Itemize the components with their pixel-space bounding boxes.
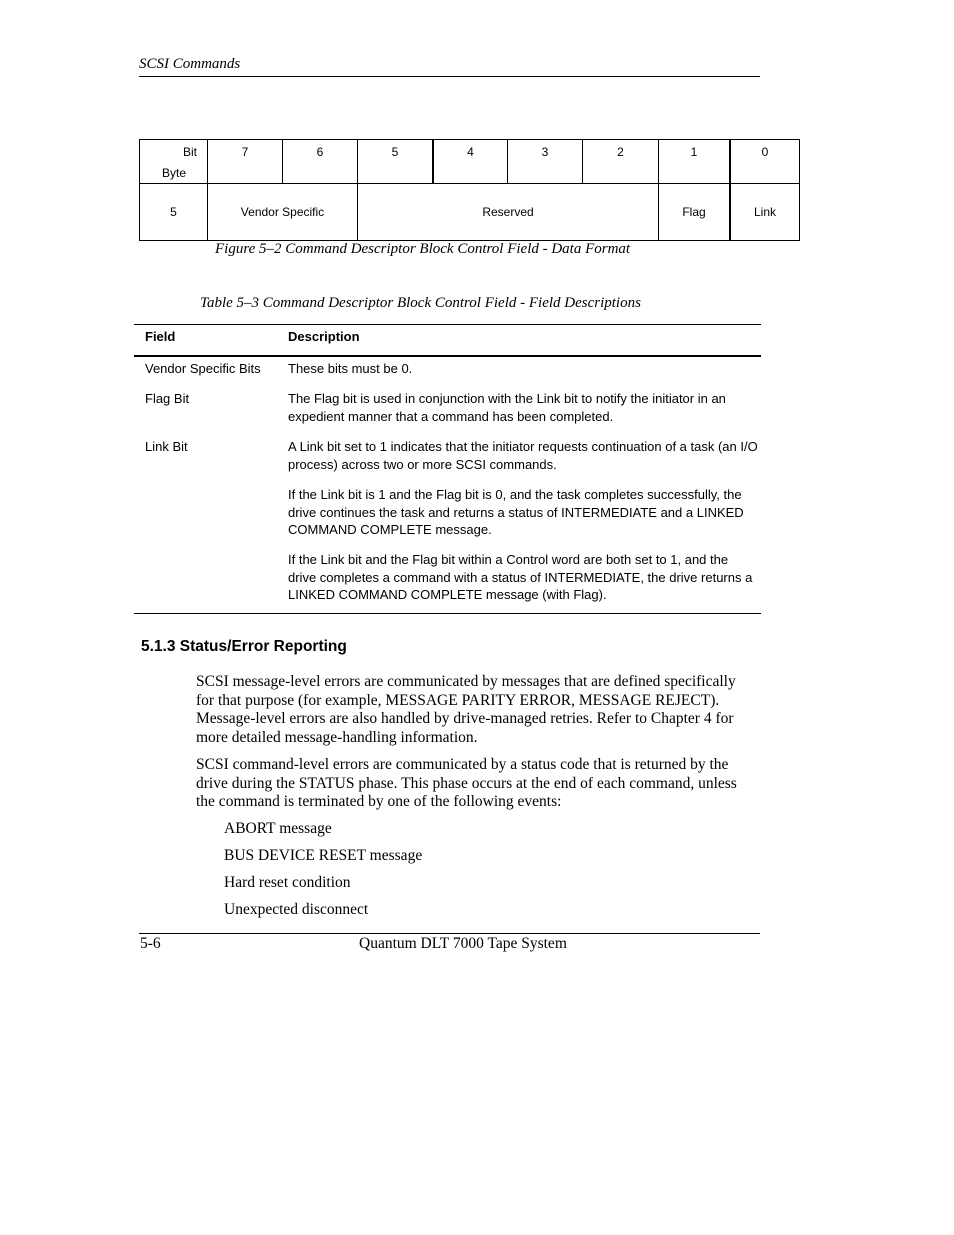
bit-header-cell: 3: [507, 139, 583, 184]
vendor-specific-cell: Vendor Specific: [207, 183, 358, 241]
bit-byte-corner-cell: [139, 139, 208, 184]
event-list-item: BUS DEVICE RESET message: [224, 847, 423, 864]
bit-header-cell: 6: [282, 139, 358, 184]
figure-caption: Figure 5–2 Command Descriptor Block Control Field - Data Format: [215, 241, 631, 257]
page-number: 5-6: [140, 935, 161, 952]
link-cell: Link: [729, 183, 800, 241]
field-name: Vendor Specific Bits: [145, 361, 261, 376]
reserved-cell: Reserved: [357, 183, 659, 241]
event-list-item: ABORT message: [224, 820, 332, 837]
flag-cell: Flag: [658, 183, 730, 241]
field-description: The Flag bit is used in conjunction with the Link bit to notify the initiator in an expedient manner that a command has been completed.: [288, 391, 726, 424]
bit-header-cell: 1: [658, 139, 730, 184]
field-column-header: Field: [145, 329, 176, 344]
bit-header-cell: 7: [207, 139, 283, 184]
table-caption: Table 5–3 Command Descriptor Block Control Field - Field Descriptions: [200, 295, 641, 311]
description-column-header: Description: [288, 329, 360, 344]
event-list-item: Hard reset condition: [224, 874, 351, 891]
bit-label: Bit: [182, 145, 197, 159]
table-top-rule: [134, 324, 761, 325]
table-bottom-rule: [134, 613, 761, 614]
field-description: A Link bit set to 1 indicates that the initiator requests continuation of a task (an I/O process) across two or more SCSI commands.: [288, 439, 758, 472]
byte-label: Byte: [162, 166, 187, 180]
field-description: These bits must be 0.: [288, 361, 413, 376]
section-heading: 5.1.3 Status/Error Reporting: [141, 638, 347, 655]
body-paragraph: SCSI command-level errors are communicated by a status code that is returned by the drive during the STATUS phase. This phase occurs at the end of each command, unless the command is terminated by one of the following events:: [196, 756, 737, 810]
event-list-item: Unexpected disconnect: [224, 901, 369, 918]
data-format-grid: [139, 139, 800, 241]
running-header: SCSI Commands: [139, 56, 241, 72]
header-rule: [139, 76, 760, 77]
byte-number-cell: 5: [139, 183, 208, 241]
bit-header-cell: 5: [357, 139, 433, 184]
footer-rule: [139, 933, 760, 934]
field-description: If the Link bit and the Flag bit within a Control word are both set to 1, and the drive completes a command with a status of INTERMEDIATE, the drive returns a LINKED COMMAND COMPLETE message (with Flag).: [288, 552, 753, 602]
bit-header-cell: 0: [729, 139, 800, 184]
body-paragraph: SCSI message-level errors are communicated by messages that are defined specifically for that purpose (for example, MESSAGE PARITY ERROR, MESSAGE REJECT). Message-level errors are also handled by drive-managed retries. Refer to Chapter 4 for more detailed message-handling information.: [196, 673, 736, 746]
field-name: Flag Bit: [145, 391, 190, 406]
bit-header-cell: 2: [582, 139, 659, 184]
field-description: If the Link bit is 1 and the Flag bit is 0, and the task completes successfully, the drive continues the task and returns a status of INTERMEDIATE and a LINKED COMMAND COMPLETE message.: [288, 487, 744, 537]
field-name: Link Bit: [145, 439, 188, 454]
bit-header-cell: 4: [432, 139, 508, 184]
table-header-rule: [134, 355, 761, 357]
footer-title: Quantum DLT 7000 Tape System: [359, 935, 567, 952]
